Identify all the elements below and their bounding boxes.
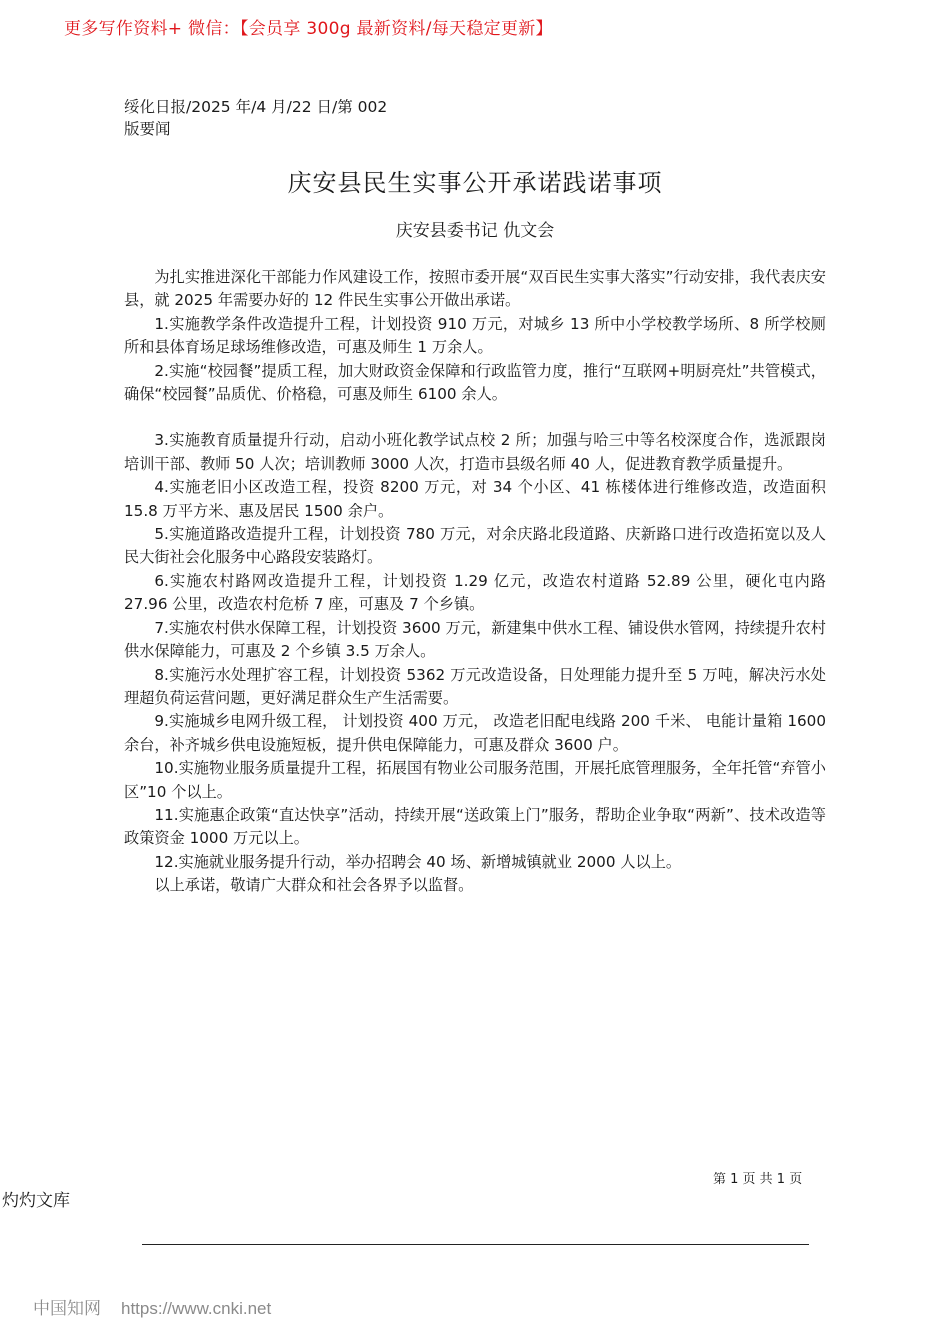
paragraph-item-6: 6.实施农村路网改造提升工程，计划投资 1.29 亿元，改造农村道路 52.89 公里，硬化屯内路 27.96 公里，改造农村危桥 7 座，可惠及 7 个乡镇。 (124, 571, 826, 614)
paragraph-item-4: 4.实施老旧小区改造工程，投资 8200 万元，对 34 个小区、41 栋楼体进行维修改造，改造面积 15.8 万平方米、惠及居民 1500 余户。 (124, 478, 826, 520)
promo-banner: 更多写作资料+ 微信：【会员享 300g 最新资料/每天稳定更新】 (64, 19, 553, 39)
library-name: 灼灼文库 (2, 1191, 70, 1211)
paragraph-item-1: 1.实施教学条件改造提升工程，计划投资 910 万元，对城乡 13 所中小学校教学场所、8 所学校厕所和县体育场足球场维修改造，可惠及师生 1 万余人。 (124, 314, 826, 357)
cnki-name: 中国知网 (33, 1299, 101, 1319)
paragraph-intro: 为扎实推进深化干部能力作风建设工作，按照市委开展“双百民生实事大落实”行动安排，我代表庆安县，就 2025 年需要办好的 12 件民生实事公开做出承诺。 (124, 268, 826, 310)
paragraph-item-2: 2.实施“校园餐”提质工程，加大财政资金保障和行政监管力度，推行“互联网+明厨亮灶”共管模式，确保“校园餐”品质优、价格稳，可惠及师生 6100 余人。 (124, 361, 826, 404)
paragraph-item-9: 9.实施城乡电网升级工程， 计划投资 400 万元， 改造老旧配电线路 200 千米、 电能计量箱 1600 余台，补齐城乡供电设施短板，提升供电保障能力，可惠及群众 3600 户。 (124, 712, 826, 754)
source-line-2: 版要闻 (124, 120, 171, 138)
page-indicator: 第 1 页 共 1 页 (713, 1172, 803, 1187)
article-author: 庆安县委书记 仇文会 (395, 221, 555, 241)
paragraph-item-5: 5.实施道路改造提升工程，计划投资 780 万元，对余庆路北段道路、庆新路口进行改造拓宽以及人民大街社会化服务中心路段安装路灯。 (124, 525, 826, 567)
cnki-watermark (33, 1294, 271, 1319)
footer-divider (142, 1244, 809, 1245)
paragraph-item-3: 3.实施教育质量提升行动，启动小班化教学试点校 2 所；加强与哈三中等名校深度合作，选派跟岗培训干部、教师 50 人次；培训教师 3000 人次，打造市县级名师 40 人，促进教育教学质量提升。 (124, 431, 826, 473)
cnki-url: https://www.cnki.net (121, 1299, 272, 1318)
article-body (124, 266, 826, 898)
paragraph-closing: 以上承诺，敬请广大群众和社会各界予以监督。 (154, 876, 474, 895)
paragraph-item-12: 12.实施就业服务提升行动，举办招聘会 40 场、新增城镇就业 2000 人以上。 (154, 852, 682, 871)
paragraph-item-8: 8.实施污水处理扩容工程，计划投资 5362 万元改造设备，日处理能力提升至 5 万吨，解决污水处理超负荷运营问题，更好满足群众生产生活需要。 (124, 665, 826, 707)
source-line-1: 绥化日报/2025 年/4 月/22 日/第 002 (124, 98, 388, 116)
article-title: 庆安县民生实事公开承诺践诺事项 (287, 169, 663, 197)
paragraph-item-11: 11.实施惠企政策“直达快享”活动，持续开展“送政策上门”服务，帮助企业争取“两新”、技术改造等政策资金 1000 万元以上。 (124, 805, 826, 848)
paragraph-item-10: 10.实施物业服务质量提升工程，拓展国有物业公司服务范围，开展托底管理服务，全年托管“弃管小区”10 个以上。 (124, 759, 826, 801)
source-info (124, 96, 387, 140)
paragraph-item-7: 7.实施农村供水保障工程，计划投资 3600 万元，新建集中供水工程、铺设供水管网，持续提升农村供水保障能力，可惠及 2 个乡镇 3.5 万余人。 (124, 618, 826, 661)
